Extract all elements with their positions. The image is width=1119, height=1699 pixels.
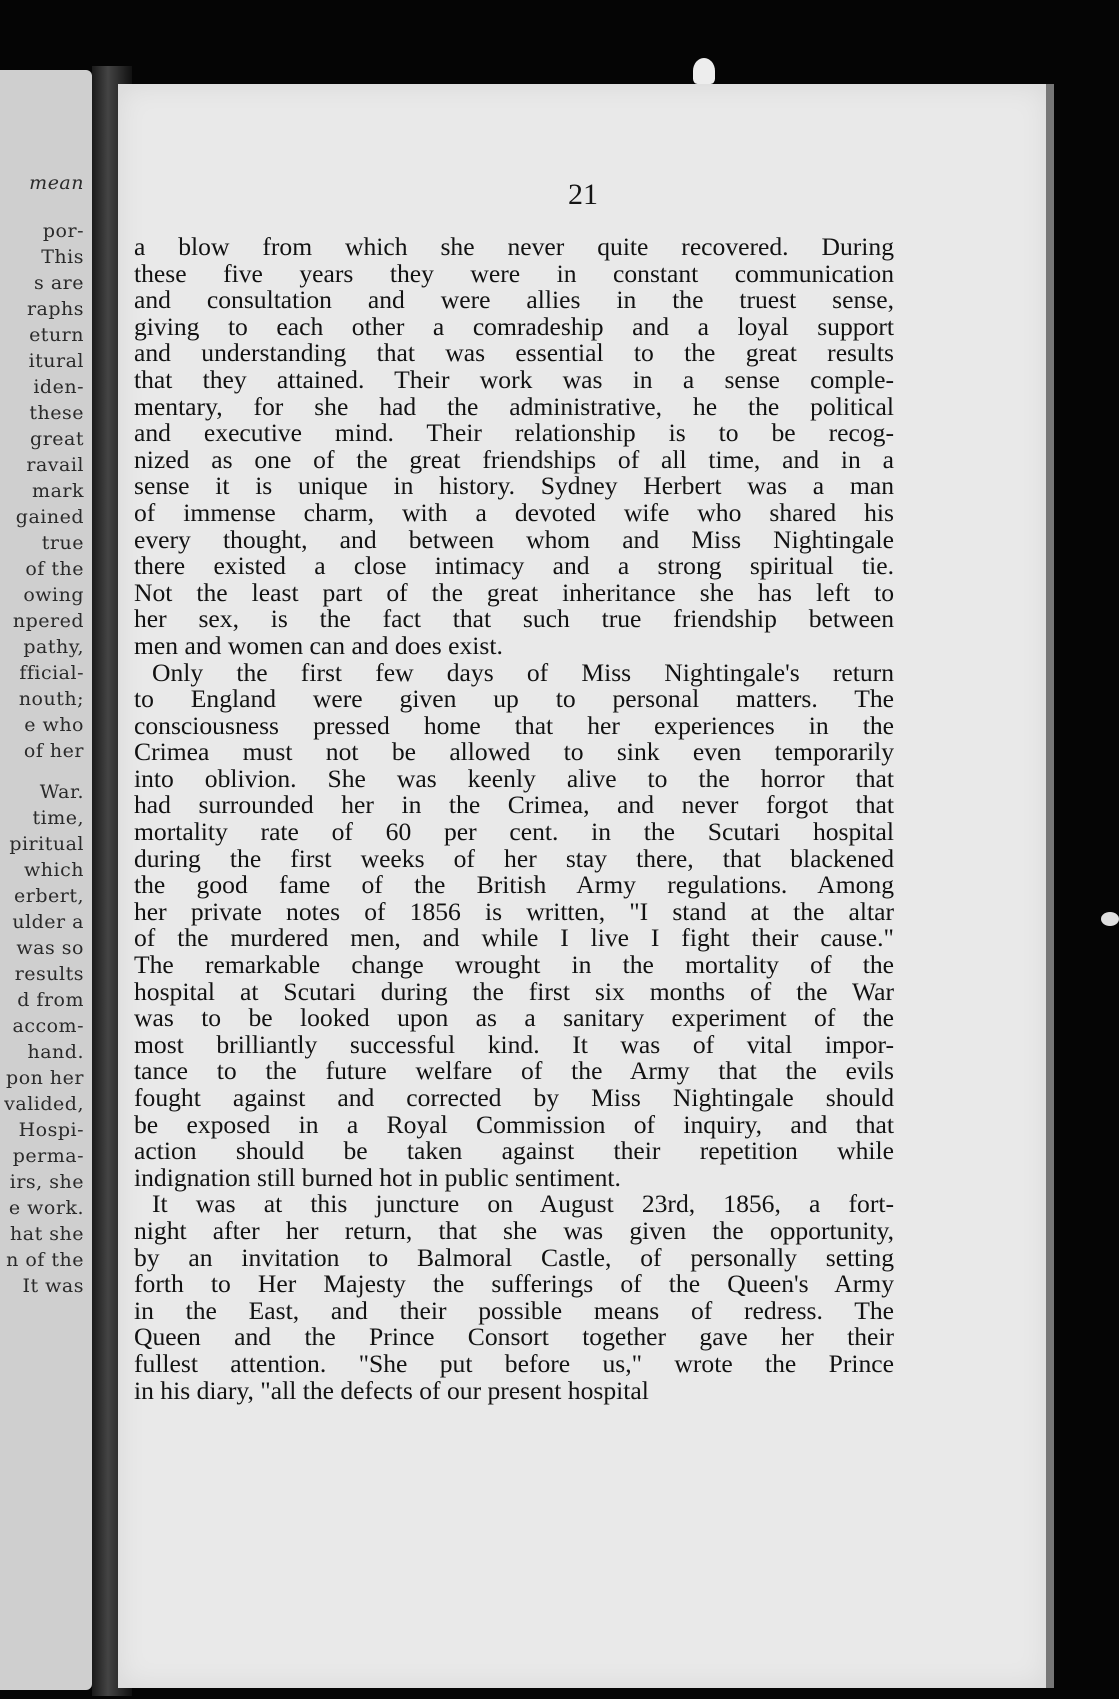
text-line: there existed a close intimacy and a strong spiritual tie. [134, 551, 894, 581]
page-body-text [134, 234, 894, 1404]
previous-page-text-fragment: pathy, [23, 636, 84, 658]
page-edge [1046, 84, 1054, 1688]
text-line: in the East, and their possible means of redress. The [134, 1295, 894, 1325]
text-line: every thought, and between whom and Miss Nightingale [134, 524, 894, 554]
text-line: that they attained. Their work was in a sense comple- [134, 364, 894, 394]
previous-page-text-fragment: This [41, 246, 84, 268]
text-line: of the murdered men, and while I live I fight their cause." [134, 923, 894, 953]
previous-page-text-fragment: ulder a [12, 911, 84, 933]
previous-page-text-fragment: War. [39, 781, 84, 803]
text-line: consciousness pressed home that her experiences in the [134, 710, 894, 740]
text-line: mortality rate of 60 per cent. in the Scutari hospital [134, 817, 894, 847]
text-line: had surrounded her in the Crimea, and never forgot that [134, 790, 894, 820]
previous-page-fragment [0, 70, 92, 1690]
text-line: mentary, for she had the administrative, he the political [134, 391, 894, 421]
previous-page-text-fragment: e work. [8, 1197, 84, 1219]
previous-page-text-fragment: d from [17, 989, 84, 1011]
previous-page-text-fragment: n of the [6, 1249, 84, 1271]
previous-page-text-fragment: hat she [10, 1223, 84, 1245]
previous-page-text-fragment: irs, she [9, 1171, 84, 1193]
text-line: to England were given up to personal matters. The [134, 684, 894, 714]
previous-page-text-fragment: mean [29, 172, 84, 194]
text-line: fought against and corrected by Miss Nightingale should [134, 1083, 894, 1112]
previous-page-text-fragment: of her [23, 740, 84, 762]
previous-page-text-fragment: It was [22, 1275, 84, 1297]
text-line: a blow from which she never quite recovered. During [134, 232, 894, 261]
previous-page-text-fragment: por- [42, 220, 84, 242]
text-line: the good fame of the British Army regulations. Among [134, 870, 894, 900]
text-line: into oblivion. She was keenly alive to the horror that [134, 763, 894, 793]
text-line: fullest attention. "She put before us," wrote the Prince [134, 1348, 894, 1378]
text-line: Crimea must not be allowed to sink even temporarily [134, 737, 894, 767]
previous-page-text-fragment: accom- [12, 1015, 84, 1037]
text-line: most brilliantly successful kind. It was of vital impor- [134, 1029, 894, 1059]
previous-page-text-fragment: hand. [27, 1041, 84, 1063]
previous-page-text-fragment: perma- [12, 1145, 84, 1167]
previous-page-text-fragment: Hospi- [18, 1119, 84, 1141]
text-line: nized as one of the great friendships of all time, and in a [134, 444, 894, 474]
previous-page-text-fragment: mark [32, 480, 84, 502]
previous-page-text-fragment: these [29, 402, 84, 424]
previous-page-text-fragment: raphs [26, 298, 84, 320]
previous-page-text-fragment: was so [16, 937, 84, 959]
text-line: hospital at Scutari during the first six months of the War [134, 976, 894, 1006]
text-line: night after her return, that she was given the opportunity, [134, 1215, 894, 1245]
previous-page-text-fragment: pon her [6, 1067, 84, 1089]
text-line: and consultation and were allies in the truest sense, [134, 285, 894, 315]
previous-page-text-fragment: itural [28, 350, 84, 372]
text-line: Only the first few days of Miss Nightingale's return [152, 657, 894, 687]
text-line: giving to each other a comradeship and a loyal support [134, 311, 894, 341]
previous-page-text-fragment: s are [34, 272, 84, 294]
text-line: It was at this juncture on August 23rd, 1856, a fort- [152, 1189, 894, 1219]
previous-page-text-fragment: valided, [4, 1093, 84, 1115]
book-page [118, 84, 1048, 1688]
previous-page-text-fragment: results [14, 963, 84, 985]
previous-page-text-fragment: npered [12, 610, 84, 632]
page-number: 21 [568, 178, 598, 211]
previous-page-text-fragment: gained [15, 506, 84, 528]
previous-page-text-fragment: great [30, 428, 84, 450]
text-line: forth to Her Majesty the sufferings of the Queen's Army [134, 1269, 894, 1299]
scan-speck [693, 58, 715, 84]
text-line: her sex, is the fact that such true friendship between [134, 604, 894, 634]
previous-page-text-fragment: nouth; [18, 688, 84, 710]
text-line: Queen and the Prince Consort together gave her their [134, 1322, 894, 1352]
text-line: The remarkable change wrought in the mortality of the [134, 950, 894, 980]
text-line: action should be taken against their repetition while [134, 1136, 894, 1166]
text-line: of immense charm, with a devoted wife who shared his [134, 497, 894, 527]
previous-page-text-fragment: ravail [26, 454, 84, 476]
previous-page-text-fragment: of the [25, 558, 84, 580]
previous-page-text-fragment: fficial- [19, 662, 84, 684]
text-line: indignation still burned hot in public sentiment. [134, 1162, 621, 1192]
text-line: was to be looked upon as a sanitary experiment of the [134, 1003, 894, 1033]
previous-page-text-fragment: true [41, 532, 84, 554]
previous-page-text-fragment: erbert, [14, 885, 84, 907]
text-line: in his diary, "all the defects of our present hospital [134, 1375, 649, 1405]
text-line: be exposed in a Royal Commission of inquiry, and that [134, 1109, 894, 1139]
text-line: Not the least part of the great inheritance she has left to [134, 577, 894, 607]
text-line: and executive mind. Their relationship is to be recog- [134, 418, 894, 448]
text-line: during the first weeks of her stay there, that blackened [134, 843, 894, 873]
text-line: her private notes of 1856 is written, "I stand at the altar [134, 896, 894, 926]
previous-page-text-fragment: time, [32, 807, 84, 829]
text-line: sense it is unique in history. Sydney Herbert was a man [134, 471, 894, 501]
previous-page-text-fragment: piritual [9, 833, 84, 855]
text-line: tance to the future welfare of the Army that the evils [134, 1056, 894, 1086]
previous-page-text-fragment: iden- [33, 376, 84, 398]
previous-page-text-fragment: owing [23, 584, 84, 606]
text-line: men and women can and does exist. [134, 630, 503, 660]
text-line: and understanding that was essential to the great results [134, 338, 894, 368]
scan-speck [1101, 912, 1119, 926]
text-line: by an invitation to Balmoral Castle, of personally setting [134, 1242, 894, 1272]
previous-page-text-fragment: eturn [29, 324, 84, 346]
previous-page-text-fragment: e who [24, 714, 84, 736]
previous-page-text-fragment: which [24, 859, 84, 881]
text-line: these five years they were in constant communication [134, 258, 894, 288]
